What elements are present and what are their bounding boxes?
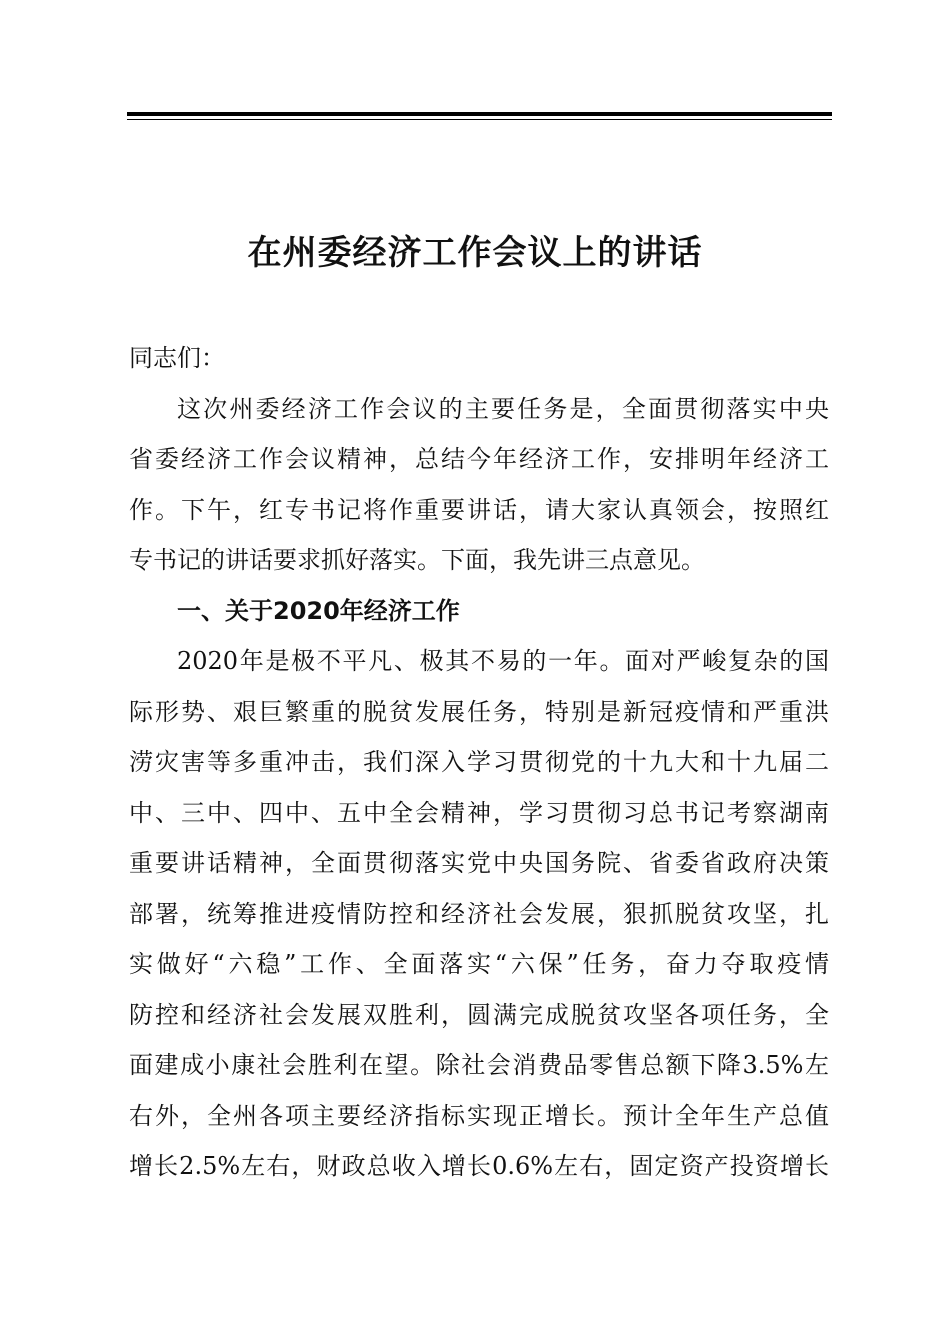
text-line: 右外，全州各项主要经济指标实现正增长。预计全年生产总值 <box>129 1101 829 1130</box>
header-rule-thin <box>127 119 832 120</box>
paragraph-section-1 <box>129 636 829 1192</box>
text-line: 际形势、艰巨繁重的脱贫发展任务，特别是新冠疫情和严重洪 <box>129 697 829 726</box>
text-line: 专书记的讲话要求抓好落实。下面，我先讲三点意见。 <box>129 546 705 574</box>
text-line: 增长2.5%左右，财政总收入增长0.6%左右，固定资产投资增长 <box>129 1152 829 1180</box>
text-line: 2020年是极不平凡、极其不易的一年。面对严峻复杂的国 <box>177 647 829 675</box>
document-title: 在州委经济工作会议上的讲话 <box>247 233 703 273</box>
text-line: 面建成小康社会胜利在望。除社会消费品零售总额下降3.5%左 <box>129 1051 829 1079</box>
salutation: 同志们： <box>129 344 225 372</box>
text-line: 中、三中、四中、五中全会精神，学习贯彻习总书记考察湖南 <box>129 798 829 827</box>
text-line: 作。下午，红专书记将作重要讲话，请大家认真领会，按照红 <box>129 495 829 524</box>
text-line: 防控和经济社会发展双胜利，圆满完成脱贫攻坚各项任务，全 <box>129 1000 829 1029</box>
document-body <box>129 333 829 1192</box>
section-heading: 一、关于2020年经济工作 <box>177 596 460 625</box>
header-rule-thick <box>127 112 832 116</box>
text-line: 实做好“六稳”工作、全面落实“六保”任务，奋力夺取疫情 <box>129 950 829 978</box>
text-line: 这次州委经济工作会议的主要任务是，全面贯彻落实中央 <box>177 394 829 423</box>
paragraph-intro <box>129 384 829 586</box>
text-line: 涝灾害等多重冲击，我们深入学习贯彻党的十九大和十九届二 <box>129 748 829 776</box>
text-line: 部署，统筹推进疫情防控和经济社会发展，狠抓脱贫攻坚，扎 <box>129 899 829 928</box>
text-line: 省委经济工作会议精神，总结今年经济工作，安排明年经济工 <box>129 445 829 473</box>
text-line: 重要讲话精神，全面贯彻落实党中央国务院、省委省政府决策 <box>129 849 829 877</box>
